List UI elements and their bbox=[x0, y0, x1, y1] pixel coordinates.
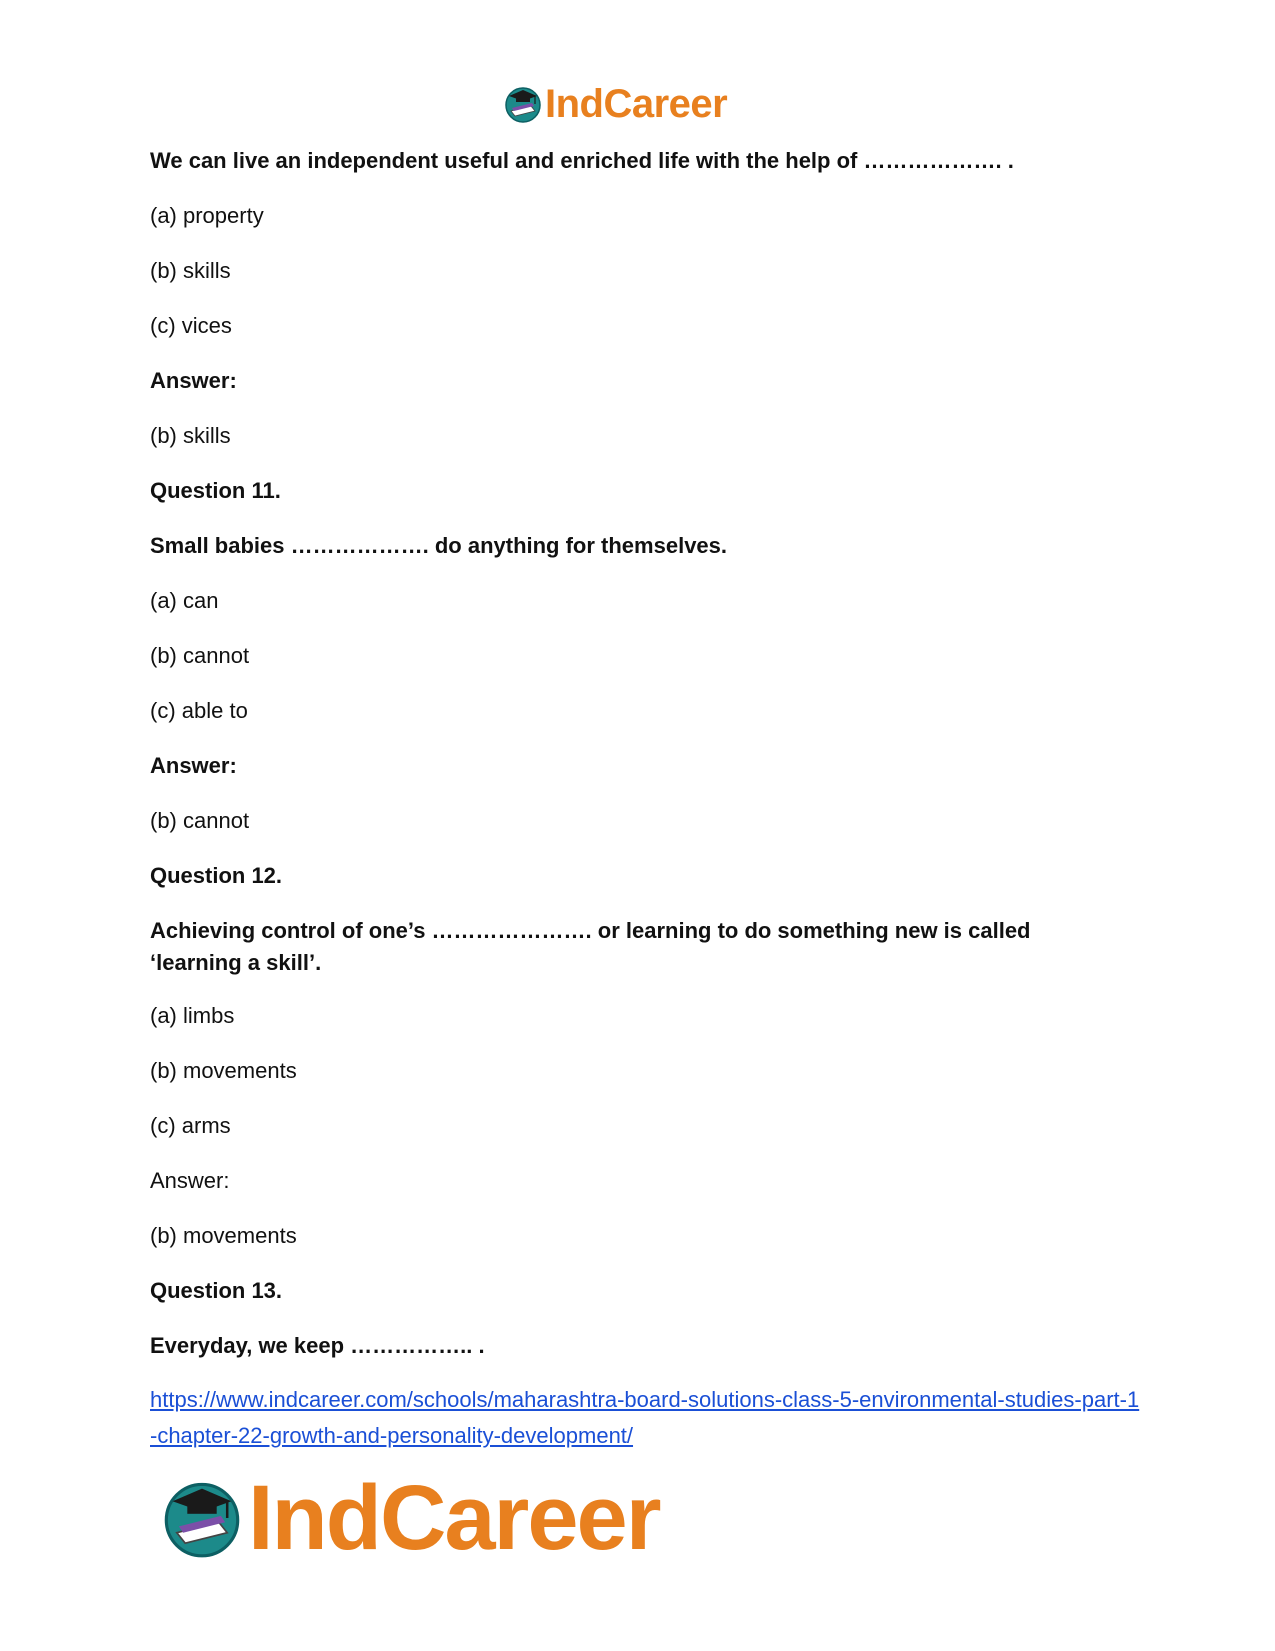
option-c: (c) able to bbox=[150, 698, 248, 723]
question-10-text: We can live an independent useful and enriched life with the help of ………………. . bbox=[150, 148, 1014, 173]
logo-wordmark: IndCareer bbox=[545, 81, 728, 126]
answer-label: Answer: bbox=[150, 368, 237, 393]
option-c: (c) vices bbox=[150, 313, 232, 338]
graduation-cap-book-globe-icon bbox=[503, 84, 543, 124]
option-a: (a) property bbox=[150, 203, 264, 228]
logo-wordmark: IndCareer bbox=[248, 1466, 660, 1569]
source-url-link[interactable]: https://www.indcareer.com/schools/maharashtra-board-solutions-class-5-environmental-studies-part-1-chapter-22-growth-and-personality-development/ bbox=[150, 1387, 1140, 1448]
question-12-text-line-2: ‘learning a skill’. bbox=[150, 950, 322, 975]
answer-label: Answer: bbox=[150, 1168, 230, 1193]
answer-value: (b) skills bbox=[150, 423, 231, 448]
option-b: (b) skills bbox=[150, 258, 231, 283]
option-a: (a) limbs bbox=[150, 1003, 235, 1028]
answer-value: (b) movements bbox=[150, 1223, 297, 1248]
question-12-text-line-1: Achieving control of one’s …………………. or learning to do something new is called bbox=[150, 918, 1031, 943]
question-13-heading: Question 13. bbox=[150, 1278, 283, 1303]
question-12-heading: Question 12. bbox=[150, 863, 283, 888]
option-c: (c) arms bbox=[150, 1113, 231, 1138]
option-b: (b) cannot bbox=[150, 643, 250, 668]
option-b: (b) movements bbox=[150, 1058, 297, 1083]
answer-value: (b) cannot bbox=[150, 808, 250, 833]
question-11-text: Small babies ………………. do anything for themselves. bbox=[150, 533, 728, 558]
answer-label: Answer: bbox=[150, 753, 237, 778]
indcareer-logo-top bbox=[503, 80, 727, 128]
question-11-heading: Question 11. bbox=[150, 478, 281, 503]
graduation-cap-book-globe-icon bbox=[160, 1476, 244, 1560]
indcareer-logo-bottom bbox=[160, 1468, 660, 1568]
option-a: (a) can bbox=[150, 588, 219, 613]
question-13-text: Everyday, we keep …………….. . bbox=[150, 1333, 485, 1358]
